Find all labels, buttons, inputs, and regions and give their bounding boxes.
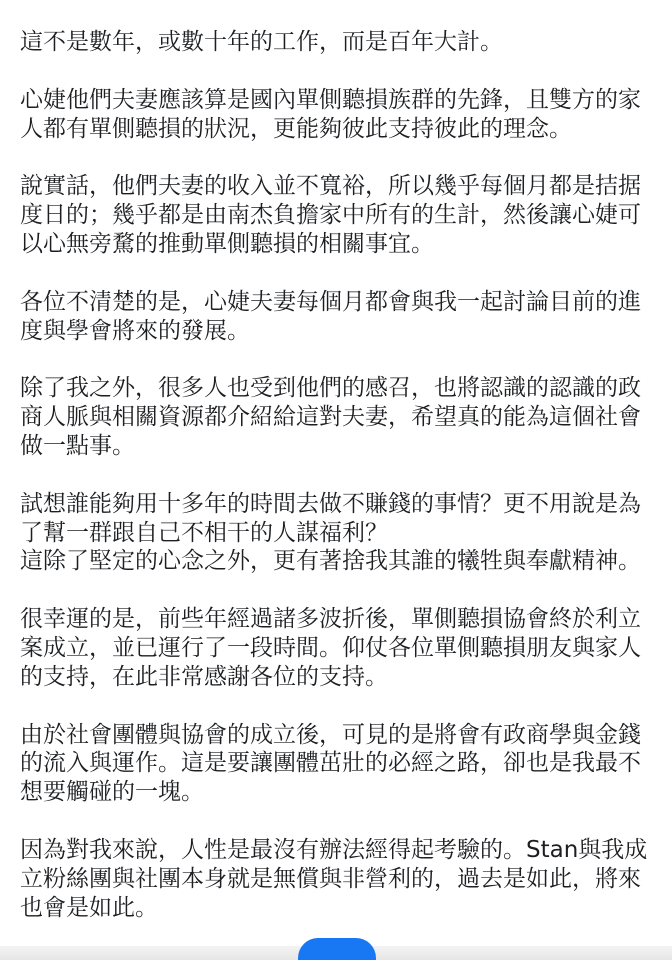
paragraph-line: 試想誰能夠用十多年的時間去做不賺錢的事情？更不用說是為 bbox=[20, 490, 641, 517]
paragraph-line: 說實話，他們夫妻的收入並不寬裕，所以幾乎每個月都是拮据 bbox=[20, 173, 641, 200]
paragraph-line: 的流入與運作。這是要讓團體茁壯的必經之路，卻也是我最不 bbox=[20, 750, 641, 777]
paragraph-line: 因為對我來說，人性是最沒有辦法經得起考驗的。Stan與我成 bbox=[20, 836, 648, 863]
paragraph-line: 這不是數年，或數十年的工作，而是百年大計。 bbox=[20, 29, 503, 55]
floating-action-button[interactable] bbox=[298, 938, 376, 960]
paragraph-line: 案成立，並已運行了一段時間。仰仗各位單側聽損朋友與家人 bbox=[20, 634, 641, 661]
paragraph-line: 以心無旁騖的推動單側聽損的相關事宜。 bbox=[20, 230, 434, 257]
paragraph-line: 很幸運的是，前些年經過諸多波折後，單側聽損協會終於利立 bbox=[20, 606, 641, 633]
paragraph bbox=[20, 28, 656, 57]
paragraph bbox=[20, 721, 656, 807]
paragraph-line: 立粉絲團與社團本身就是無償與非營利的，過去是如此，將來 bbox=[20, 865, 641, 892]
paragraph-line: 心婕他們夫妻應該算是國內單側聽損族群的先鋒，且雙方的家 bbox=[20, 86, 641, 113]
paragraph bbox=[20, 490, 656, 576]
paragraph bbox=[20, 836, 656, 922]
paragraph-line: 人都有單側聽損的狀況，更能夠彼此支持彼此的理念。 bbox=[20, 115, 572, 142]
paragraph-line: 各位不清楚的是，心婕夫妻每個月都會與我一起討論目前的進 bbox=[20, 288, 641, 315]
paragraph-line: 的支持，在此非常感謝各位的支持。 bbox=[20, 663, 388, 690]
paragraph bbox=[20, 605, 656, 691]
post-body bbox=[20, 28, 656, 951]
paragraph-line: 了幫一群跟自己不相干的人謀福利？ bbox=[20, 519, 388, 546]
paragraph-line: 這除了堅定的心念之外，更有著捨我其誰的犧牲與奉獻精神。 bbox=[20, 548, 641, 575]
paragraph-line: 除了我之外，很多人也受到他們的感召，也將認識的認識的政 bbox=[20, 375, 641, 402]
paragraph-line: 商人脈與相關資源都介紹給這對夫妻，希望真的能為這個社會 bbox=[20, 404, 641, 431]
paragraph-line: 由於社會團體與協會的成立後，可見的是將會有政商學與金錢 bbox=[20, 721, 641, 748]
paragraph-line: 想要觸碰的一塊。 bbox=[20, 779, 204, 806]
paragraph bbox=[20, 172, 656, 258]
paragraph bbox=[20, 374, 656, 460]
paragraph-line: 度日的；幾乎都是由南杰負擔家中所有的生計，然後讓心婕可 bbox=[20, 202, 641, 229]
paragraph bbox=[20, 86, 656, 144]
paragraph-line: 度與學會將來的發展。 bbox=[20, 317, 250, 344]
paragraph-line: 也會是如此。 bbox=[20, 894, 158, 921]
paragraph-line: 做一點事。 bbox=[20, 432, 135, 459]
paragraph bbox=[20, 288, 656, 346]
